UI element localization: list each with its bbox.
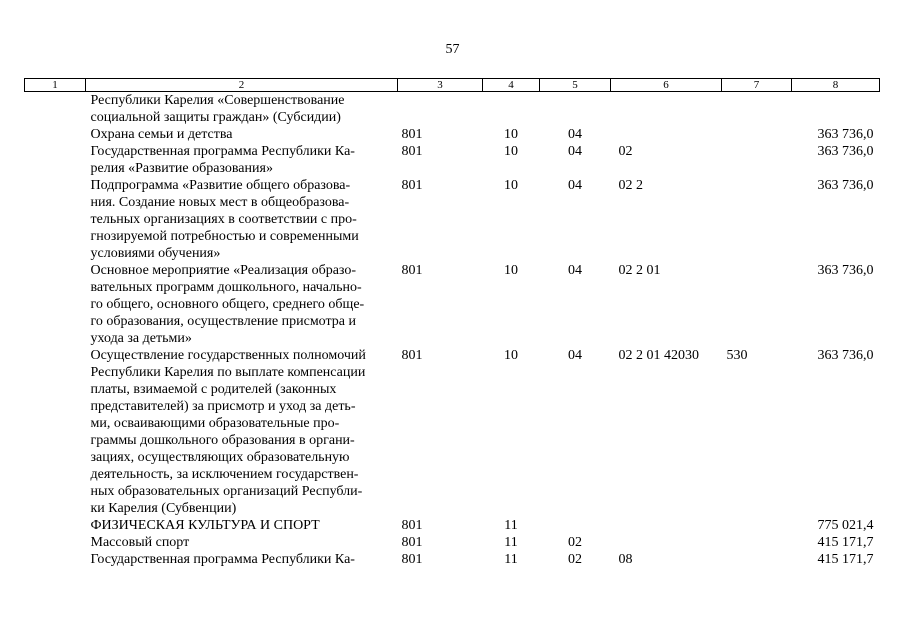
row-name-line: ки Карелия (Субвенции)	[90, 501, 237, 516]
row-name-line: социальной защиты граждан» (Субсидии)	[90, 110, 341, 125]
table-row	[25, 347, 880, 517]
department-code-cell: 801	[401, 144, 423, 159]
department-code-cell: 801	[401, 535, 423, 550]
col-number-header: 6	[611, 79, 722, 92]
row-name-line: деятельность, за исключением государствен-	[90, 467, 359, 482]
col-number-header: 1	[25, 79, 86, 92]
subsection-cell: 04	[568, 144, 582, 159]
row-name-line: условиями обучения»	[90, 246, 221, 261]
row-name-line: вательных программ дошкольного, начально-	[90, 280, 362, 295]
row-name-line: Подпрограмма «Развитие общего образова-	[90, 178, 351, 193]
expense-type-cell	[722, 126, 792, 143]
row-name-line: Государственная программа Республики Ка-	[90, 144, 355, 159]
col-number-header: 8	[792, 79, 880, 92]
row-name	[86, 551, 398, 568]
section-cell: 10	[504, 348, 518, 363]
empty-cell	[25, 177, 86, 262]
row-name-line: представителей) за присмотр и уход за деть-	[90, 399, 356, 414]
target-article-cell: 02 2	[618, 178, 643, 193]
section-cell: 10	[504, 127, 518, 142]
row-name	[86, 177, 398, 262]
amount-cell: 415 171,7	[817, 552, 874, 567]
section-cell: 10	[504, 144, 518, 159]
target-article-cell	[611, 517, 722, 534]
row-name-line: ных образовательных организаций Республи-	[90, 484, 363, 499]
row-name	[86, 126, 398, 143]
row-name-line: Охрана семьи и детства	[90, 127, 233, 142]
subsection-cell	[540, 517, 611, 534]
subsection-cell: 04	[568, 348, 582, 363]
col-number-header: 7	[722, 79, 792, 92]
amount-cell: 363 736,0	[817, 348, 874, 363]
target-article-cell	[611, 92, 722, 127]
col-number-header: 3	[398, 79, 483, 92]
table-row	[25, 517, 880, 534]
expense-type-cell	[722, 534, 792, 551]
row-name-line: граммы дошкольного образования в органи-	[90, 433, 355, 448]
empty-cell	[25, 143, 86, 177]
department-code-cell: 801	[401, 552, 423, 567]
empty-cell	[25, 551, 86, 568]
target-article-cell: 02	[618, 144, 633, 159]
row-name-line: гнозируемой потребностью и современными	[90, 229, 359, 244]
department-code-cell: 801	[401, 263, 423, 278]
row-name	[86, 347, 398, 517]
empty-cell	[25, 534, 86, 551]
table-row	[25, 551, 880, 568]
row-name	[86, 517, 398, 534]
department-code-cell: 801	[401, 518, 423, 533]
expense-type-cell	[722, 262, 792, 347]
row-name-line: Республики Карелия по выплате компенсации	[90, 365, 366, 380]
page-number: 57	[445, 42, 460, 57]
row-name-line: Массовый спорт	[90, 535, 190, 550]
expense-type-cell	[722, 92, 792, 127]
amount-cell: 363 736,0	[817, 263, 874, 278]
row-name-line: зациях, осуществляющих образовательную	[90, 450, 350, 465]
row-name	[86, 143, 398, 177]
target-article-cell: 02 2 01 42030	[618, 348, 699, 363]
department-code-cell: 801	[401, 178, 423, 193]
row-name	[86, 92, 398, 127]
empty-cell	[25, 347, 86, 517]
empty-cell	[25, 262, 86, 347]
subsection-cell: 04	[568, 127, 582, 142]
column-number-row	[25, 79, 880, 92]
table-row	[25, 177, 880, 262]
amount-cell: 363 736,0	[817, 127, 874, 142]
subsection-cell: 02	[568, 535, 582, 550]
row-name	[86, 534, 398, 551]
row-name-line: тельных организациях в соответствии с про-	[90, 212, 357, 227]
row-name-line: го общего, основного общего, среднего обще-	[90, 297, 365, 312]
table-row	[25, 143, 880, 177]
col-number-header: 5	[540, 79, 611, 92]
section-cell	[483, 92, 540, 127]
section-cell: 11	[504, 518, 518, 533]
empty-cell	[25, 517, 86, 534]
expense-type-cell: 530	[726, 348, 748, 363]
row-name-line: Республики Карелия «Совершенствование	[90, 93, 345, 108]
amount-cell: 415 171,7	[817, 535, 874, 550]
subsection-cell: 02	[568, 552, 582, 567]
target-article-cell	[611, 126, 722, 143]
target-article-cell: 08	[618, 552, 633, 567]
expense-type-cell	[722, 551, 792, 568]
table-row	[25, 92, 880, 127]
col-number-header: 2	[86, 79, 398, 92]
row-name-line: релия «Развитие образования»	[90, 161, 273, 176]
table-row	[25, 534, 880, 551]
row-name-line: Основное мероприятие «Реализация образо-	[90, 263, 357, 278]
row-name-line: го образования, осуществление присмотра и	[90, 314, 356, 329]
expense-type-cell	[722, 517, 792, 534]
section-cell: 11	[504, 535, 518, 550]
target-article-cell	[611, 534, 722, 551]
row-name-line: ми, осваивающими образовательные про-	[90, 416, 340, 431]
section-cell: 10	[504, 178, 518, 193]
target-article-cell: 02 2 01	[618, 263, 661, 278]
department-code-cell: 801	[401, 127, 423, 142]
col-number-header: 4	[483, 79, 540, 92]
empty-cell	[25, 126, 86, 143]
subsection-cell: 04	[568, 178, 582, 193]
row-name-line: Государственная программа Республики Ка-	[90, 552, 355, 567]
budget-table	[24, 78, 880, 568]
amount-cell: 363 736,0	[817, 144, 874, 159]
department-code-cell: 801	[401, 348, 423, 363]
expense-type-cell	[722, 177, 792, 262]
expense-type-cell	[722, 143, 792, 177]
row-name-line: ухода за детьми»	[90, 331, 192, 346]
subsection-cell	[540, 92, 611, 127]
row-name-line: платы, взимаемой с родителей (законных	[90, 382, 337, 397]
empty-cell	[25, 92, 86, 127]
table-body	[25, 92, 880, 569]
amount-cell: 363 736,0	[817, 178, 874, 193]
row-name-line: Осуществление государственных полномочий	[90, 348, 366, 363]
row-name-line: ния. Создание новых мест в общеобразова-	[90, 195, 350, 210]
section-cell: 10	[504, 263, 518, 278]
row-name-line: ФИЗИЧЕСКАЯ КУЛЬТУРА И СПОРТ	[90, 518, 320, 533]
department-code-cell	[398, 92, 483, 127]
amount-cell	[792, 92, 880, 127]
table-row	[25, 126, 880, 143]
table-row	[25, 262, 880, 347]
amount-cell: 775 021,4	[817, 518, 874, 533]
section-cell: 11	[504, 552, 518, 567]
row-name	[86, 262, 398, 347]
subsection-cell: 04	[568, 263, 582, 278]
